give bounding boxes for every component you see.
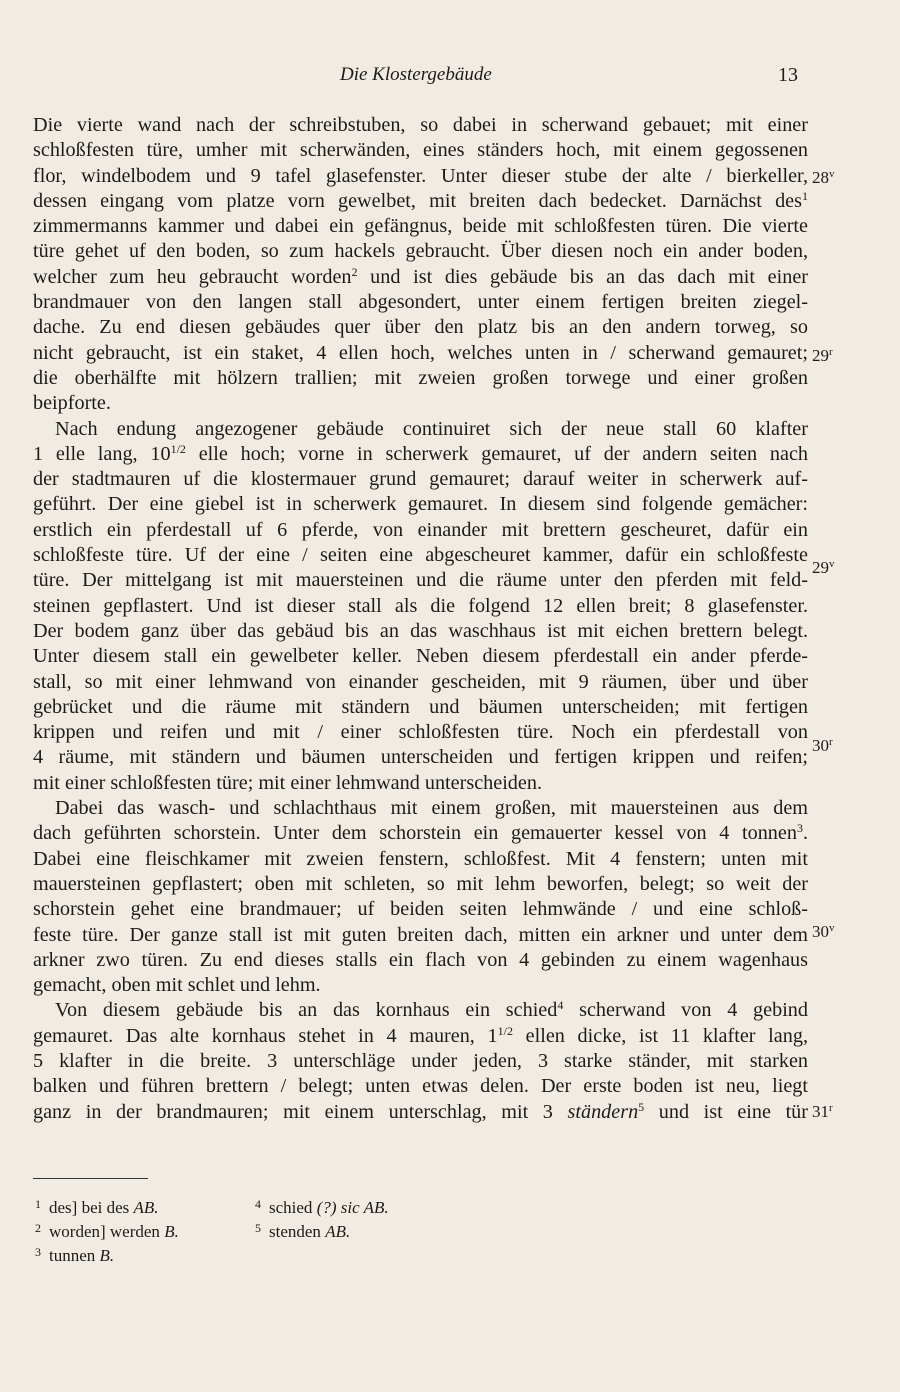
- text-line: dache. Zu end diesen gebäudes quer über den platz bis an den andern torweg, so: [33, 316, 808, 339]
- text-line: türe gehet uf den boden, so zum hackels gebraucht. Über diesen noch ein ander boden,: [33, 240, 808, 263]
- text-line: beipforte.: [33, 392, 111, 415]
- fraction: 1/2: [497, 1023, 513, 1038]
- text-line: dessen eingang vom platze vorn gewelbet, mit breiten dach bedecket. Darnächst des$^1$: [33, 188, 808, 212]
- text-line: 4 räume, mit ständern und bäumen unterscheiden und fertigen krippen und reifen;: [33, 746, 808, 769]
- margin-folio-note: 29$^r$: [812, 346, 833, 365]
- footnote: $^3$ tunnen B.: [35, 1245, 115, 1265]
- footnote: $^1$ des] bei des AB.: [35, 1197, 159, 1217]
- text-line: feste türe. Der ganze stall ist mit guten breiten dach, mitten ein arkner und unter dem: [33, 923, 808, 946]
- footnote: $^2$ worden] werden B.: [35, 1221, 179, 1241]
- text-line: brandmauer von den langen stall abgesondert, unter einem fertigen breiten ziegel-: [33, 291, 808, 314]
- text-line: Der bodem ganz über das gebäud bis an das waschhaus ist mit eichen brettern belegt.: [33, 619, 808, 642]
- text-line: steinen gepflastert. Und ist dieser stall als die folgend 12 ellen breit; 8 glasefenster.: [33, 594, 808, 617]
- margin-folio-note: 30$^r$: [812, 736, 833, 755]
- footnote-separator: [33, 1178, 148, 1179]
- text-line: die oberhälfte mit hölzern trallien; mit zweien großen torwege und einer großen: [33, 366, 808, 389]
- page-number: 13: [778, 64, 798, 86]
- running-head: Die Klostergebäude: [340, 64, 492, 85]
- text-line: türe. Der mittelgang ist mit mauersteinen und die räume unter den pferden mit feld-: [33, 569, 808, 592]
- footnote-ref: 1: [802, 188, 808, 203]
- text-line: nicht gebraucht, ist ein staket, 4 ellen hoch, welches unten in / scherwand gemauret;: [33, 341, 808, 364]
- footnote-ref: 4: [557, 998, 564, 1013]
- text-line: dach geführten schorstein. Unter dem schorstein ein gemauerter kessel von 4 tonnen$^3$.: [33, 821, 808, 845]
- text-line: Von diesem gebäude bis an das kornhaus ein schied$^4$ scherwand von 4 gebind: [55, 998, 808, 1022]
- text-line: schorstein gehet eine brandmauer; uf beiden seiten lehmwände / und eine schloß-: [33, 898, 808, 921]
- text-line: geführt. Der eine giebel ist in scherwerk gemauret. In diesem sind folgende gemächer:: [33, 493, 808, 516]
- text-line: erstlich ein pferdestall uf 6 pferde, von einander mit brettern gescheuret, dafür ein: [33, 518, 808, 541]
- margin-folio-note: 31$^r$: [812, 1102, 833, 1121]
- text-line: mit einer schloßfesten türe; mit einer lehmwand unterscheiden.: [33, 771, 543, 794]
- margin-folio-note: 29$^v$: [812, 558, 835, 577]
- text-line: gebrücket und die räume mit ständern und bäumen unterscheiden; mit fertigen: [33, 695, 808, 718]
- text-line: schloßfesten türe, umher mit scherwänden, eines ständers hoch, mit einem gegossenen: [33, 139, 808, 162]
- footnote-ref: 2: [351, 264, 358, 279]
- text-line: 5 klafter in die breite. 3 unterschläge under jeden, 3 starke ständer, mit starken: [33, 1049, 808, 1072]
- text-line: stall, so mit einer lehmwand von einander gescheiden, mit 9 räumen, über und über: [33, 670, 808, 693]
- text-line: Dabei das wasch- und schlachthaus mit einem großen, mit mauersteinen aus dem: [55, 797, 808, 820]
- text-line: flor, windelbodem und 9 tafel glasefenster. Unter dieser stube der alte / bierkeller,: [33, 164, 808, 187]
- text-line: 1 elle lang, $10^{1/2}$ elle hoch; vorne in scherwerk gemauret, uf der andern seiten nach: [33, 441, 809, 465]
- margin-folio-note: 30$^v$: [812, 922, 835, 941]
- text-line: schloßfeste türe. Uf der eine / seiten eine abgescheuret kammer, dafür ein schloßfeste: [33, 544, 808, 567]
- text-line: ganz in der brandmauren; mit einem unterschlag, mit 3 ständern$^5$ und ist eine tür: [33, 1099, 809, 1123]
- text-line: Unter diesem stall ein gewelbeter keller. Neben diesem pferdestall ein ander pferde-: [33, 645, 808, 668]
- footnote: $^5$ stenden AB.: [255, 1221, 351, 1241]
- footnote-ref: 5: [638, 1099, 645, 1114]
- text-line: Nach endung angezogener gebäude continuiret sich der neue stall 60 klafter: [55, 417, 808, 440]
- text-line: balken und führen brettern / belegt; unten etwas delen. Der erste boden ist neu, liegt: [33, 1075, 808, 1098]
- text-line: welcher zum heu gebraucht worden$^2$ und ist dies gebäude bis an das dach mit einer: [33, 264, 809, 288]
- fraction: 1/2: [170, 441, 186, 456]
- text-line: arkner zwo türen. Zu end dieses stalls ein flach von 4 gebinden zu einem wagenhaus: [33, 948, 808, 971]
- margin-folio-note: 28$^v$: [812, 168, 835, 187]
- text-line: der stadtmauren uf die klostermauer grund gemauret; darauf weiter in scherwerk auf-: [33, 468, 808, 491]
- text-line: Dabei eine fleischkamer mit zweien fenstern, schloßfest. Mit 4 fenstern; unten mit: [33, 847, 808, 870]
- footnote-ref: 3: [796, 821, 803, 836]
- text-line: Die vierte wand nach der schreibstuben, so dabei in scherwand gebauet; mit einer: [33, 114, 808, 136]
- text-line: gemauret. Das alte kornhaus stehet in 4 mauren, $1^{1/2}$ ellen dicke, ist 11 klafter lang,: [33, 1023, 808, 1047]
- footnote: $^4$ schied (?) sic AB.: [255, 1197, 389, 1217]
- text-line: mauersteinen gepflastert; oben mit schleten, so mit lehm beworfen, belegt; so weit der: [33, 872, 808, 895]
- text-line: krippen und reifen und mit / einer schloßfesten türe. Noch ein pferdestall von: [33, 721, 808, 744]
- main-text: [33, 113, 808, 1125]
- text-line: zimmermanns kammer und dabei ein gefängnus, beide mit schloßfesten türen. Die vierte: [33, 215, 808, 238]
- text-line: gemacht, oben mit schlet und lehm.: [33, 974, 321, 997]
